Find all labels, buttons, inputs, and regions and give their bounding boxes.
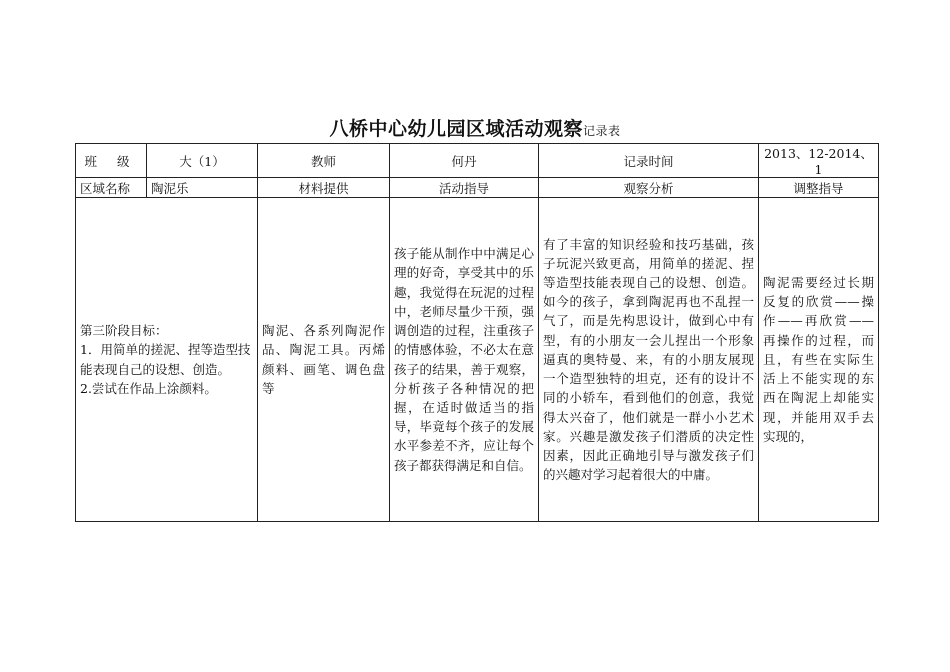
table-row [76, 178, 879, 198]
table-row [76, 144, 879, 178]
class-value: 大（1） [147, 144, 258, 178]
guidance-header: 活动指导 [390, 178, 539, 198]
materials-cell: 陶泥、各系列陶泥作品、陶泥工具。丙烯颜料、画笔、调色盘等 [258, 198, 390, 522]
document-title [0, 114, 950, 141]
title-suffix: 记录表 [583, 124, 621, 138]
record-time-value: 2013、12-2014、1 [759, 144, 879, 178]
teacher-label: 教师 [258, 144, 390, 178]
stage-goals-cell: 第三阶段目标： 1．用简单的搓泥、捏等造型技能表现自己的设想、创造。 2.尝试在作品上涂颜料。 [76, 198, 258, 522]
title-main: 八桥中心幼儿园区域活动观察 [329, 118, 583, 140]
adjust-cell: 陶泥需要经过长期反复的欣赏——操作——再欣赏——再操作的过程，而且，有些在实际生活上不能实现的东西在陶泥上却能实现，并能用双手去实现的， [759, 198, 879, 522]
class-label: 班 级 [76, 144, 147, 178]
guidance-cell: 孩子能从制作中中满足心理的好奇，享受其中的乐趣，我觉得在玩泥的过程中，老师尽量少干预，强调创造的过程，注重孩子的情感体验，不必太在意孩子的结果，善于观察，分析孩子各种情况的把握，在适时做适当的指导，毕竟每个孩子的发展水平参差不齐，应让每个孩子都获得满足和自信。 [390, 198, 539, 522]
table-row [76, 198, 879, 522]
analysis-cell: 有了丰富的知识经验和技巧基础，孩子玩泥兴致更高，用简单的搓泥、捏等造型技能表现自己的设想、创造。如今的孩子，拿到陶泥再也不乱捏一气了，而是先构思设计，做到心中有型，有的小朋友一会儿捏出一个形象逼真的奥特曼、来，有的小朋友展现一个造型独特的坦克，还有的设计不同的小轿车，看到他们的创意，我觉得太兴奋了，他们就是一群小小艺术家。兴趣是激发孩子们潜质的决定性因素，因此正确地引导与激发孩子们的兴趣对学习起着很大的中庸。 [539, 198, 759, 522]
record-time-label: 记录时间 [539, 144, 759, 178]
materials-header: 材料提供 [258, 178, 390, 198]
observation-table [75, 143, 879, 522]
area-name-label: 区域名称 [76, 178, 147, 198]
teacher-value: 何丹 [390, 144, 539, 178]
adjust-header: 调整指导 [759, 178, 879, 198]
area-name-value: 陶泥乐 [147, 178, 258, 198]
analysis-header: 观察分析 [539, 178, 759, 198]
